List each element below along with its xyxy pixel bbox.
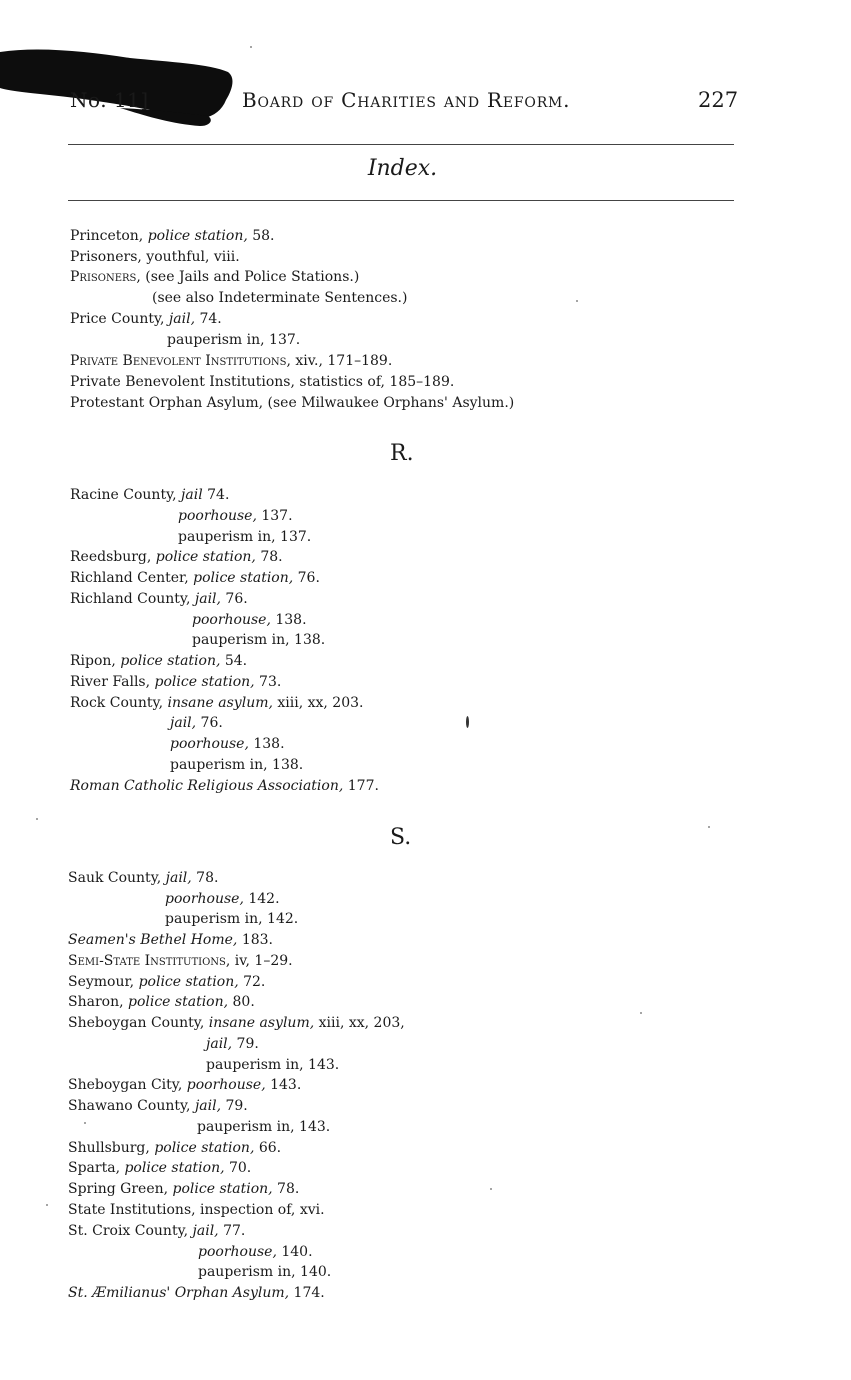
index-entry: Prisoners, youthful, viii. — [70, 249, 240, 265]
index-entry: Roman Catholic Religious Association, 177. — [70, 778, 379, 794]
ink-speck — [84, 1122, 86, 1124]
ink-mark — [466, 716, 469, 728]
ink-speck — [36, 818, 38, 820]
index-entry: Richland Center, police station, 76. — [70, 570, 320, 586]
index-entry: Protestant Orphan Asylum, (see Milwaukee Orphans' Asylum.) — [70, 395, 515, 411]
index-title: Index. — [367, 156, 438, 181]
index-entry: pauperism in, 142. — [165, 911, 299, 927]
index-entry: pauperism in, 143. — [206, 1057, 340, 1073]
index-entry: pauperism in, 138. — [170, 757, 304, 773]
index-entry: pauperism in, 137. — [167, 332, 301, 348]
ink-speck — [708, 826, 710, 828]
ink-speck — [640, 1012, 642, 1014]
index-entry: pauperism in, 138. — [192, 632, 326, 648]
index-entry: Sheboygan County, insane asylum, xiii, xx, 203, — [68, 1015, 405, 1031]
index-entry: poorhouse, 140. — [198, 1244, 313, 1260]
index-entry: Princeton, police station, 58. — [70, 228, 275, 244]
ink-speck — [250, 46, 252, 48]
index-entry: pauperism in, 140. — [198, 1264, 332, 1280]
index-entry: pauperism in, 137. — [178, 529, 312, 545]
header-rule-top — [68, 144, 734, 145]
index-entry: Ripon, police station, 54. — [70, 653, 248, 669]
ink-speck — [576, 300, 578, 302]
index-entry: poorhouse, 137. — [178, 508, 293, 524]
index-entry: jail, 76. — [170, 715, 223, 731]
ink-blot — [0, 38, 240, 128]
index-entry: Shullsburg, police station, 66. — [68, 1140, 282, 1156]
index-entry: Semi-State Institutions, iv, 1–29. — [68, 953, 293, 969]
index-entry: Racine County, jail 74. — [70, 487, 230, 503]
index-entry: poorhouse, 138. — [192, 612, 307, 628]
index-entry: Rock County, insane asylum, xiii, xx, 203. — [70, 695, 364, 711]
index-entry: Spring Green, police station, 78. — [68, 1181, 300, 1197]
index-entry: pauperism in, 143. — [197, 1119, 331, 1135]
page-number: 227 — [698, 88, 739, 112]
ink-speck — [46, 1204, 48, 1206]
index-entry: Prisoners, (see Jails and Police Stations.) — [70, 269, 360, 285]
index-entry: Reedsburg, police station, 78. — [70, 549, 283, 565]
index-entry: Price County, jail, 74. — [70, 311, 222, 327]
index-entry: State Institutions, inspection of, xvi. — [68, 1202, 325, 1218]
section-letter-s: S. — [390, 825, 412, 850]
index-entry: jail, 79. — [206, 1036, 259, 1052]
index-entry: Sharon, police station, 80. — [68, 994, 255, 1010]
header-rule-bottom — [68, 200, 734, 201]
index-entry: Sparta, police station, 70. — [68, 1160, 252, 1176]
index-entry: poorhouse, 142. — [165, 891, 280, 907]
index-entry: Private Benevolent Institutions, xiv., 171–189. — [70, 353, 393, 369]
index-entry: Seamen's Bethel Home, 183. — [68, 932, 273, 948]
index-entry: St. Æmilianus' Orphan Asylum, 174. — [68, 1285, 325, 1301]
section-letter-r: R. — [390, 441, 414, 466]
index-entry: (see also Indeterminate Sentences.) — [152, 290, 408, 306]
index-entry: Sheboygan City, poorhouse, 143. — [68, 1077, 302, 1093]
index-entry: Private Benevolent Institutions, statistics of, 185–189. — [70, 374, 455, 390]
header-number: No. 11] — [70, 88, 149, 112]
index-entry: St. Croix County, jail, 77. — [68, 1223, 246, 1239]
index-entry: Shawano County, jail, 79. — [68, 1098, 248, 1114]
index-entry: Richland County, jail, 76. — [70, 591, 248, 607]
index-entry: Sauk County, jail, 78. — [68, 870, 219, 886]
index-entry: River Falls, police station, 73. — [70, 674, 282, 690]
header-title: Board of Charities and Reform. — [242, 88, 571, 112]
ink-speck — [490, 1188, 492, 1190]
index-entry: poorhouse, 138. — [170, 736, 285, 752]
index-entry: Seymour, police station, 72. — [68, 974, 266, 990]
